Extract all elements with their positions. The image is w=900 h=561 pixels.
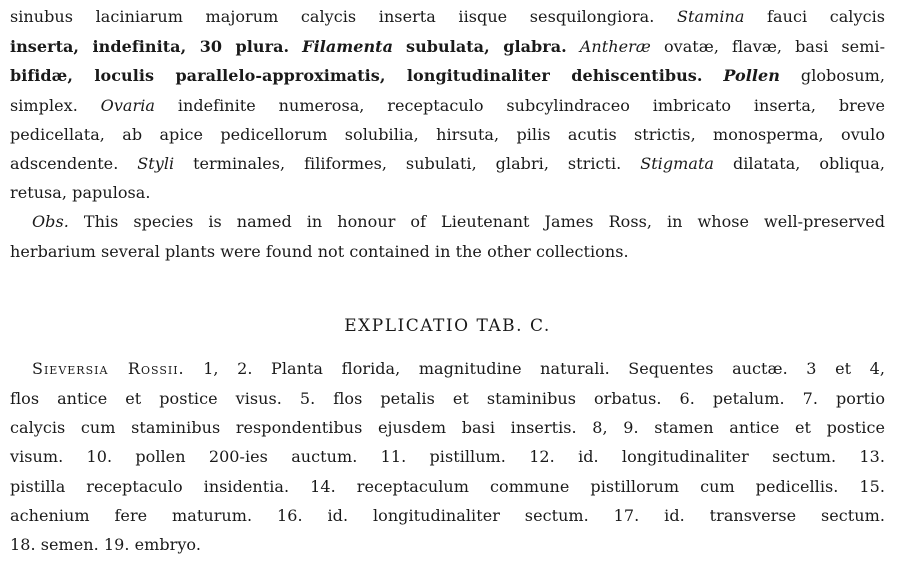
text-run: indefinite numerosa, receptaculo subcylindraceo imbricato inserta, breve [177, 96, 885, 115]
text-run: flos antice et postice visus. 5. flos petalis et staminibus orbatus. 6. petalum. 7. portio [10, 389, 885, 408]
text-run: terminales, filiformes, subulati, glabri, stricti. [193, 154, 622, 173]
text-run: pedicellata, ab apice pedicellorum solubilia, hirsuta, pilis acutis strictis, monosperma, ovulo [10, 125, 885, 144]
term-ovaria: Ovaria [100, 96, 155, 115]
term-styli: Styli [137, 154, 175, 173]
paragraph1-line-1 [10, 4, 885, 30]
term-pollen: Pollen [723, 66, 780, 85]
paragraph1-line-3 [10, 63, 885, 89]
paragraph1-line-7 [10, 180, 885, 206]
explicatio-line-1 [10, 356, 885, 382]
obs-label: Obs. [32, 212, 69, 231]
text-run: dilatata, obliqua, [732, 154, 886, 173]
text-run: pistilla receptaculo insidentia. 14. receptaculum commune pistillorum cum pedicellis. 15. [10, 477, 885, 496]
text-run-bold: subulata, glabra. [406, 37, 567, 56]
explicatio-line-2 [10, 386, 885, 412]
obs-line-1 [10, 209, 885, 235]
paragraph1-line-6 [10, 151, 885, 177]
section-heading: EXPLICATIO TAB. C. [344, 316, 551, 336]
text-run: ovatæ, flavæ, basi semi- [663, 37, 886, 56]
text-run: simplex. [10, 96, 78, 115]
text-run: achenium fere maturum. 16. id. longitudinaliter sectum. 17. id. transverse sectum. [10, 506, 885, 525]
paragraph1-line-4 [10, 93, 885, 119]
explicatio-line-5 [10, 474, 885, 500]
text-run: 1, 2. Planta florida, magnitudine naturali. Sequentes auctæ. 3 et 4, [203, 359, 885, 378]
text-run: adscendente. [10, 154, 119, 173]
explicatio-line-6 [10, 503, 885, 529]
term-filamenta: Filamenta [302, 37, 393, 56]
explicatio-line-3 [10, 415, 885, 441]
explicatio-line-4 [10, 444, 885, 470]
text-run: visum. 10. pollen 200-ies auctum. 11. pistillum. 12. id. longitudinaliter sectum. 13. [10, 447, 885, 466]
paragraph1-line-2 [10, 34, 885, 60]
term-stamina: Stamina [677, 7, 745, 26]
species-name: Sieversia Rossii. [32, 359, 185, 378]
text-run: sinubus laciniarum majorum calycis inserta iisque sesquilongiora. [10, 7, 655, 26]
text-run-bold: bifidæ, loculis parallelo-approximatis, longitudinaliter dehiscentibus. [10, 66, 703, 85]
text-run: calycis cum staminibus respondentibus ejusdem basi insertis. 8, 9. stamen antice et postice [10, 418, 885, 437]
text-run: retusa, papulosa. [10, 183, 151, 202]
text-run: This species is named in honour of Lieutenant James Ross, in whose well-preserved [83, 212, 885, 231]
text-run: 18. semen. 19. embryo. [10, 535, 201, 554]
text-run: globosum, [800, 66, 885, 85]
paragraph1-line-5 [10, 122, 885, 148]
text-run-bold: inserta, indefinita, 30 plura. [10, 37, 290, 56]
text-run: fauci calycis [767, 7, 886, 26]
term-stigmata: Stigmata [640, 154, 715, 173]
text-run: herbarium several plants were found not contained in the other collections. [10, 242, 629, 261]
explicatio-line-7 [10, 532, 885, 558]
term-antherae: Antheræ [579, 37, 651, 56]
obs-line-2 [10, 239, 885, 265]
